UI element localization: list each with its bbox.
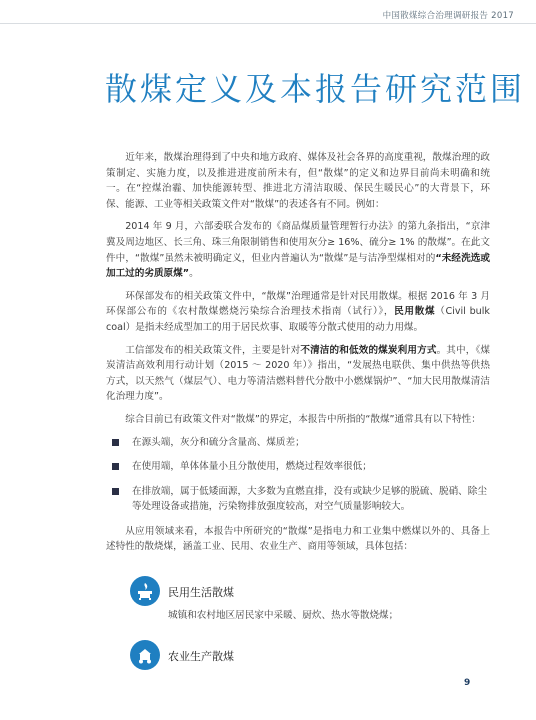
stove-icon — [130, 576, 160, 606]
farm-icon — [130, 640, 160, 670]
header-divider — [0, 23, 536, 24]
running-header: 中国散煤综合治理调研报告 2017 — [382, 11, 514, 21]
paragraph-scope: 从应用领域来看，本报告中所研究的“散煤”是指电力和工业集中燃煤以外的、具备上述特性的散烧煤，涵盖工业、民用、农业生产、商用等领域，具体包括： — [106, 525, 490, 553]
body-text — [106, 150, 490, 562]
highlight-text: 不清洁的和低效的煤炭利用方式 — [300, 344, 437, 356]
highlight-text: “未经洗选或加工过的劣质原煤” — [106, 252, 490, 280]
paragraph-characteristics-intro: 综合目前已有政策文件对“散煤”的界定，本报告中所指的“散煤”通常具有以下特性： — [125, 413, 481, 425]
paragraph-environment-ministry — [106, 289, 490, 336]
highlight-text: 民用散煤 — [394, 306, 436, 318]
square-bullet-icon — [112, 439, 119, 446]
paragraph-text: 环保部发布的相关政策文件中，“散煤”治理通常是针对民用散煤。根据 2016 年 3 月环保部公布的《农村散煤燃烧污染综合治理技术指南（试行）》， — [106, 290, 490, 318]
paragraph-intro: 近年来，散煤治理得到了中央和地方政府、媒体及社会各界的高度重视，散煤治理的政策制定、实施力度，以及推进进度前所未有，但“散煤”的定义和边界目前尚未明确和统一。在“控煤治霾、加快能源转型、推进北方清洁取暖、保民生暖民心”的大背景下，环保、能源、工业等相关政策文件对“散煤”的表述各有不同。例如： — [106, 152, 490, 210]
square-bullet-icon — [112, 463, 119, 470]
paragraph-industry-ministry — [106, 343, 490, 405]
list-item — [106, 435, 490, 451]
paragraph-text: 工信部发布的相关政策文件，主要是针对 — [125, 344, 301, 356]
category-description: 城镇和农村地区居民家中采暖、厨炊、热水等散烧煤； — [168, 610, 399, 621]
list-item-text: 在使用端，单体体量小且分散使用，燃烧过程效率很低； — [132, 461, 372, 473]
square-bullet-icon — [112, 488, 119, 495]
page-title: 散煤定义及本报告研究范围 — [105, 70, 526, 108]
category-title: 农业生产散煤 — [168, 650, 234, 663]
list-item — [106, 459, 490, 475]
list-item — [106, 484, 490, 515]
paragraph-text: 。其中，《煤炭清洁高效利用行动计划（2015 ～ 2020 年）》指出，“发展热电联供、集中供热等供热方式，以天然气（煤层气）、电力等清洁燃料替代分散中小燃煤锅炉”、“加大民用散煤清洁化治理力度”。 — [106, 344, 491, 403]
list-item-text: 在源头端，灰分和硫分含量高、煤质差； — [132, 436, 305, 448]
category-title: 民用生活散煤 — [168, 586, 234, 599]
page-number: 9 — [464, 678, 471, 688]
characteristics-list — [106, 435, 490, 515]
paragraph-text: 。 — [189, 268, 199, 280]
paragraph-text: （Civil bulk coal）是指未经成型加工的用于居民炊事、取暖等分散式使用的动力用煤。 — [106, 306, 490, 333]
paragraph-quality-regulation — [106, 219, 490, 281]
paragraph-text: 2014 年 9 月，六部委联合发布的《商品煤质量管理暂行办法》的第九条指出，“京津冀及周边地区、长三角、珠三角限制销售和使用灰分≥ 16%、硫分≥ 1% 的散煤”。在此文件中，“散煤”虽然未被明确定义，但业内普遍认为“散煤”是与洁净型煤相对的 — [106, 221, 490, 264]
list-item-text: 在排放端，属于低矮面源，大多数为直燃直排，没有或缺少足够的脱硫、脱硝、除尘等处理设备或措施，污染物排放强度较高，对空气质量影响较大。 — [132, 485, 487, 513]
